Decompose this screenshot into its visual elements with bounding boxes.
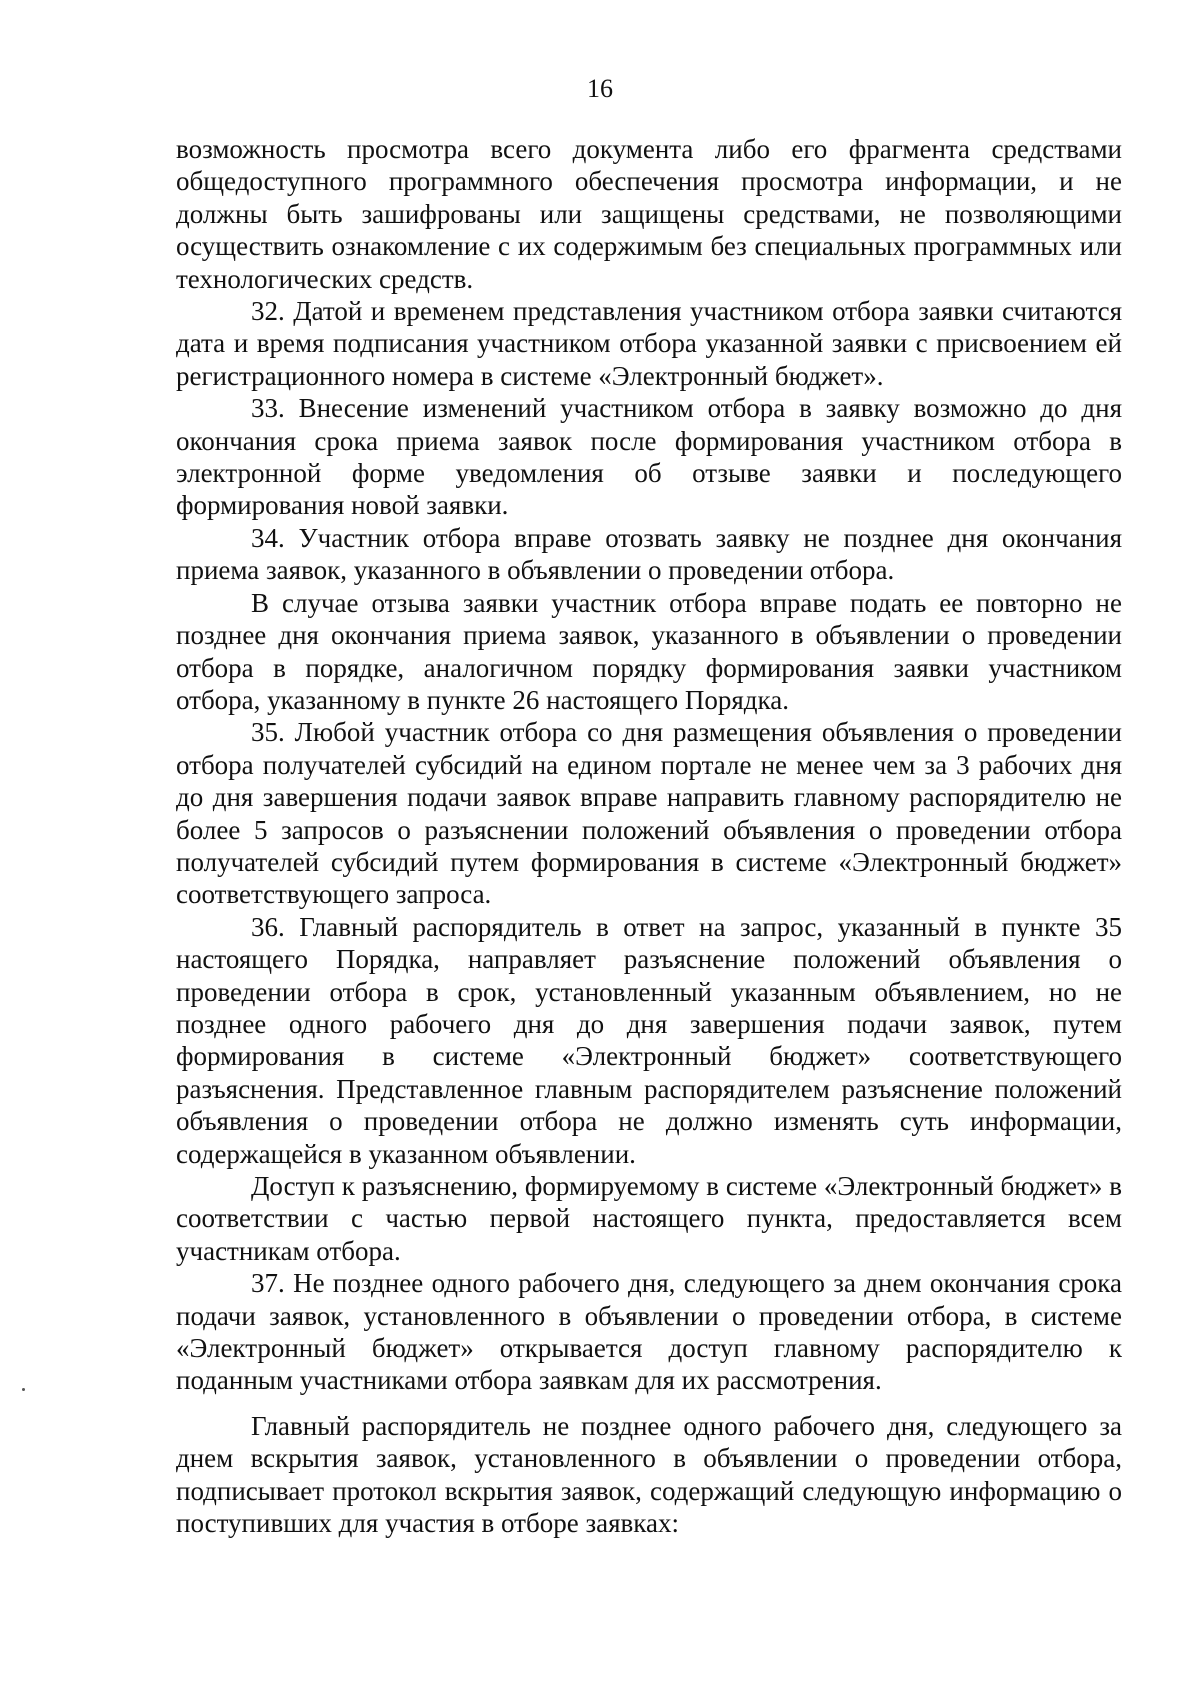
scan-speck bbox=[22, 1388, 25, 1391]
document-body bbox=[176, 133, 1122, 1539]
paragraph-item-37: 37. Не позднее одного рабочего дня, следующего за днем окончания срока подачи заявок, установленного в объявлении о проведении отбора, в системе «Электронный бюджет» открывается доступ главному распорядителю к поданным участниками отбора заявкам для их рассмотрения. bbox=[176, 1268, 1122, 1396]
paragraph-item-35: 35. Любой участник отбора со дня размещения объявления о проведении отбора получателей субсидий на едином портале не менее чем за 3 рабочих дня до дня завершения подачи заявок вправе направить главному распорядителю не более 5 запросов о разъяснении положений объявления о проведении отбора получателей субсидий путем формирования в системе «Электронный бюджет» соответствующего запроса. bbox=[176, 717, 1122, 910]
paragraph-item-34: 34. Участник отбора вправе отозвать заявку не позднее дня окончания приема заявок, указанного в объявлении о проведении отбора. bbox=[176, 522, 1122, 586]
paragraph-item-36-part-2: Доступ к разъяснению, формируемому в системе «Электронный бюджет» в соответствии с частью первой настоящего пункта, предоставляется всем участникам отбора. bbox=[176, 1171, 1122, 1266]
paragraph-item-32: 32. Датой и временем представления участником отбора заявки считаются дата и время подписания участником отбора указанной заявки с присвоением ей регистрационного номера в системе «Электронный бюджет». bbox=[176, 296, 1122, 391]
page-number: 16 bbox=[587, 74, 613, 103]
paragraph-continuation: возможность просмотра всего документа либо его фрагмента средствами общедоступного программного обеспечения просмотра информации, и не должны быть зашифрованы или защищены средствами, не позволяющими осуществить ознакомление с их содержимым без специальных программных или технологических средств. bbox=[176, 134, 1122, 294]
paragraph-item-36: 36. Главный распорядитель в ответ на запрос, указанный в пункте 35 настоящего Порядка, направляет разъяснение положений объявления о проведении отбора в срок, установленный указанным объявлением, но не позднее одного рабочего дня до дня завершения подачи заявок, путем формирования в системе «Электронный бюджет» соответствующего разъяснения. Представленное главным распорядителем разъяснение положений объявления о проведении отбора не должно изменять суть информации, содержащейся в указанном объявлении. bbox=[176, 911, 1122, 1169]
paragraph-item-34-part-2: В случае отзыва заявки участник отбора вправе подать ее повторно не позднее дня окончания приема заявок, указанного в объявлении о проведении отбора в порядке, аналогичном порядку формирования заявки участником отбора, указанному в пункте 26 настоящего Порядка. bbox=[176, 587, 1122, 715]
paragraph-item-33: 33. Внесение изменений участником отбора в заявку возможно до дня окончания срока приема заявок после формирования участником отбора в электронной форме уведомления об отзыве заявки и последующего формирования новой заявки. bbox=[176, 393, 1122, 521]
paragraph-item-37-part-2: Главный распорядитель не позднее одного рабочего дня, следующего за днем вскрытия заявок, установленного в объявлении о проведении отбора, подписывает протокол вскрытия заявок, содержащий следующую информацию о поступивших для участия в отборе заявках: bbox=[176, 1410, 1122, 1539]
